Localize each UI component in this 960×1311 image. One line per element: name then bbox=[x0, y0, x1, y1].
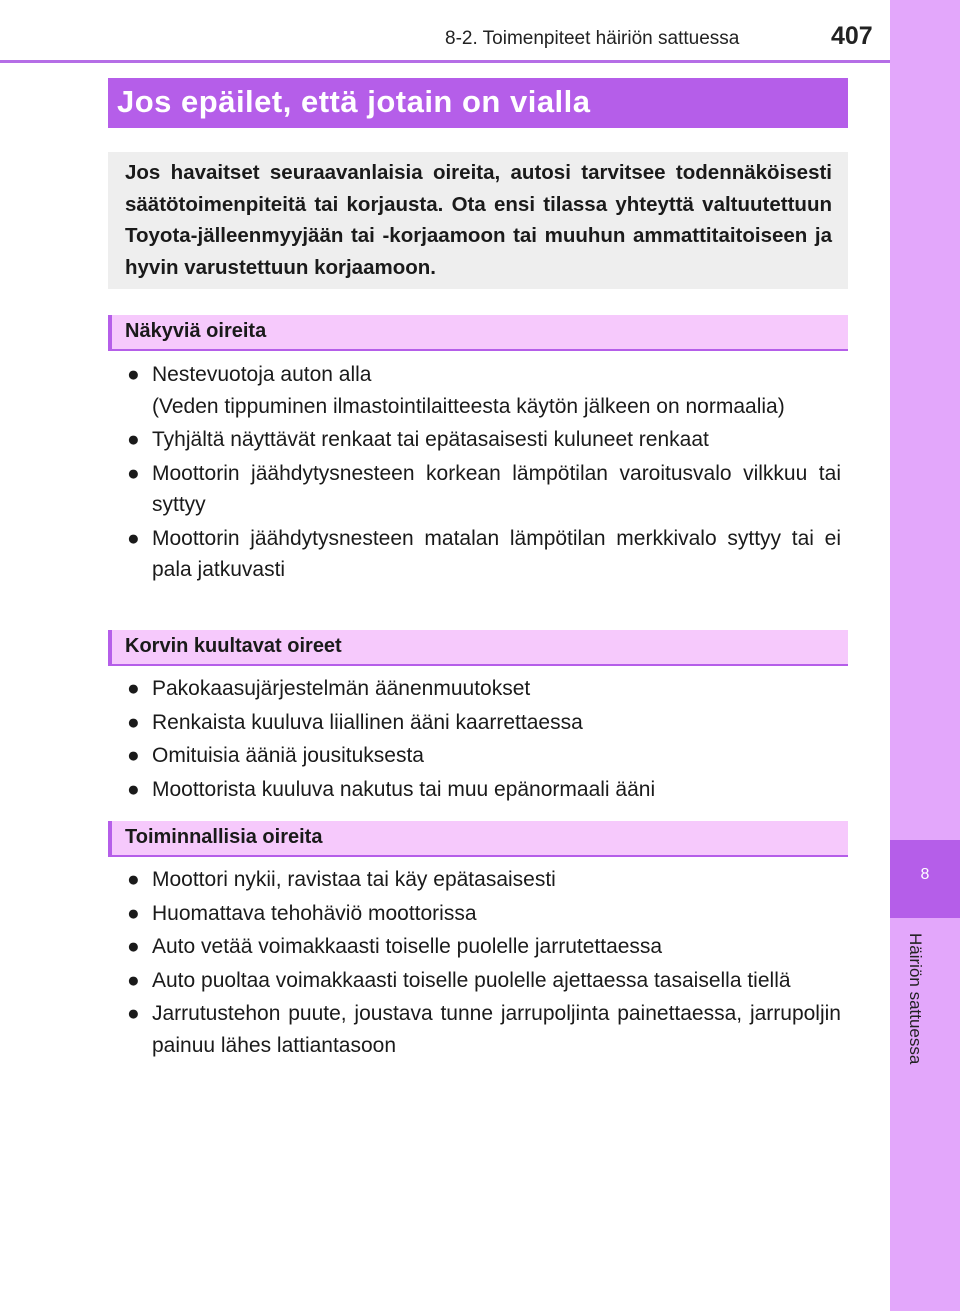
bullet-icon: ● bbox=[127, 710, 140, 734]
intro-text: Jos havaitset seuraavanlaisia oireita, autosi tarvitsee todennäköisesti säätötoimenpiteitä tai korjausta. Ota ensi tilassa yhteyttä valtuutettuun Toyota-jälleenmyyjään tai -korjaamoon tai muuhun ammattitaitoiseen ja hyvin varustettuun korjaamoon. bbox=[125, 161, 832, 279]
section-heading-visible-symptoms: Näkyviä oireita bbox=[108, 315, 848, 351]
bullet-icon: ● bbox=[127, 868, 140, 891]
bullet-icon: ● bbox=[127, 935, 140, 958]
list-item-text: Tyhjältä näyttävät renkaat tai epätasaisesti kuluneet renkaat bbox=[152, 428, 709, 451]
header-section-title: 8-2. Toimenpiteet häiriön sattuessa bbox=[445, 28, 740, 49]
list-item bbox=[127, 774, 841, 806]
list-functional-symptoms bbox=[127, 864, 841, 1063]
list-item bbox=[127, 931, 841, 963]
chapter-number-box: 8 bbox=[890, 840, 960, 918]
page-title: Jos epäilet, että jotain on vialla bbox=[108, 78, 848, 128]
list-item-text: Auto vetää voimakkaasti toiselle puolelle jarrutettaessa bbox=[152, 935, 663, 958]
list-item-text: Huomattava tehohäviö moottorissa bbox=[152, 901, 477, 925]
bullet-icon: ● bbox=[127, 526, 140, 550]
list-item bbox=[127, 673, 841, 705]
list-item-text: Moottorista kuuluva nakutus tai muu epänormaali ääni bbox=[152, 777, 656, 801]
list-item-text: Omituisia ääniä jousituksesta bbox=[152, 744, 424, 767]
list-item-text: Moottorin jäähdytysnesteen matalan lämpötilan merkkivalo syttyy tai ei pala jatkuvasti bbox=[152, 526, 841, 581]
list-item bbox=[127, 424, 841, 456]
list-audible-symptoms bbox=[127, 673, 841, 807]
list-item-text: Moottori nykii, ravistaa tai käy epätasaisesti bbox=[152, 868, 556, 891]
list-item-text: Auto puoltaa voimakkaasti toiselle puolelle ajettaessa tasaisella tiellä bbox=[152, 968, 791, 992]
list-item-note: (Veden tippuminen ilmastointilaitteesta käytön jälkeen on normaalia) bbox=[152, 394, 785, 418]
list-item bbox=[127, 998, 841, 1061]
list-item bbox=[127, 740, 841, 772]
chapter-label: Häiriön sattuessa bbox=[906, 933, 925, 1065]
page-number: 407 bbox=[831, 22, 873, 50]
section-heading-functional-symptoms: Toiminnallisia oireita bbox=[108, 821, 848, 857]
bullet-icon: ● bbox=[127, 461, 140, 485]
list-item bbox=[127, 864, 841, 896]
bullet-icon: ● bbox=[127, 428, 140, 451]
bullet-icon: ● bbox=[127, 777, 140, 801]
list-item-text: Pakokaasujärjestelmän äänenmuutokset bbox=[152, 677, 531, 700]
bullet-icon: ● bbox=[127, 677, 140, 700]
list-item-text: Renkaista kuuluva liiallinen ääni kaarrettaessa bbox=[152, 710, 583, 734]
section-heading-audible-symptoms: Korvin kuultavat oireet bbox=[108, 630, 848, 666]
list-item bbox=[127, 707, 841, 739]
list-item bbox=[127, 523, 841, 586]
bullet-icon: ● bbox=[127, 901, 140, 925]
intro-box bbox=[108, 152, 848, 289]
list-visible-symptoms bbox=[127, 359, 841, 588]
header-divider bbox=[0, 60, 890, 63]
list-item bbox=[127, 458, 841, 521]
list-item bbox=[127, 359, 841, 422]
bullet-icon: ● bbox=[127, 1002, 140, 1025]
bullet-icon: ● bbox=[127, 363, 140, 386]
bullet-icon: ● bbox=[127, 744, 140, 767]
list-item bbox=[127, 965, 841, 997]
list-item-text: Nestevuotoja auton alla bbox=[152, 363, 372, 386]
list-item-text: Moottorin jäähdytysnesteen korkean lämpötilan varoitusvalo vilkkuu tai syttyy bbox=[152, 461, 841, 516]
chapter-side-tab bbox=[890, 0, 960, 1311]
bullet-icon: ● bbox=[127, 968, 140, 992]
list-item-text: Jarrutustehon puute, joustava tunne jarrupoljinta painettaessa, jarrupoljin painuu lähes lattiantasoon bbox=[152, 1002, 841, 1057]
list-item bbox=[127, 898, 841, 930]
